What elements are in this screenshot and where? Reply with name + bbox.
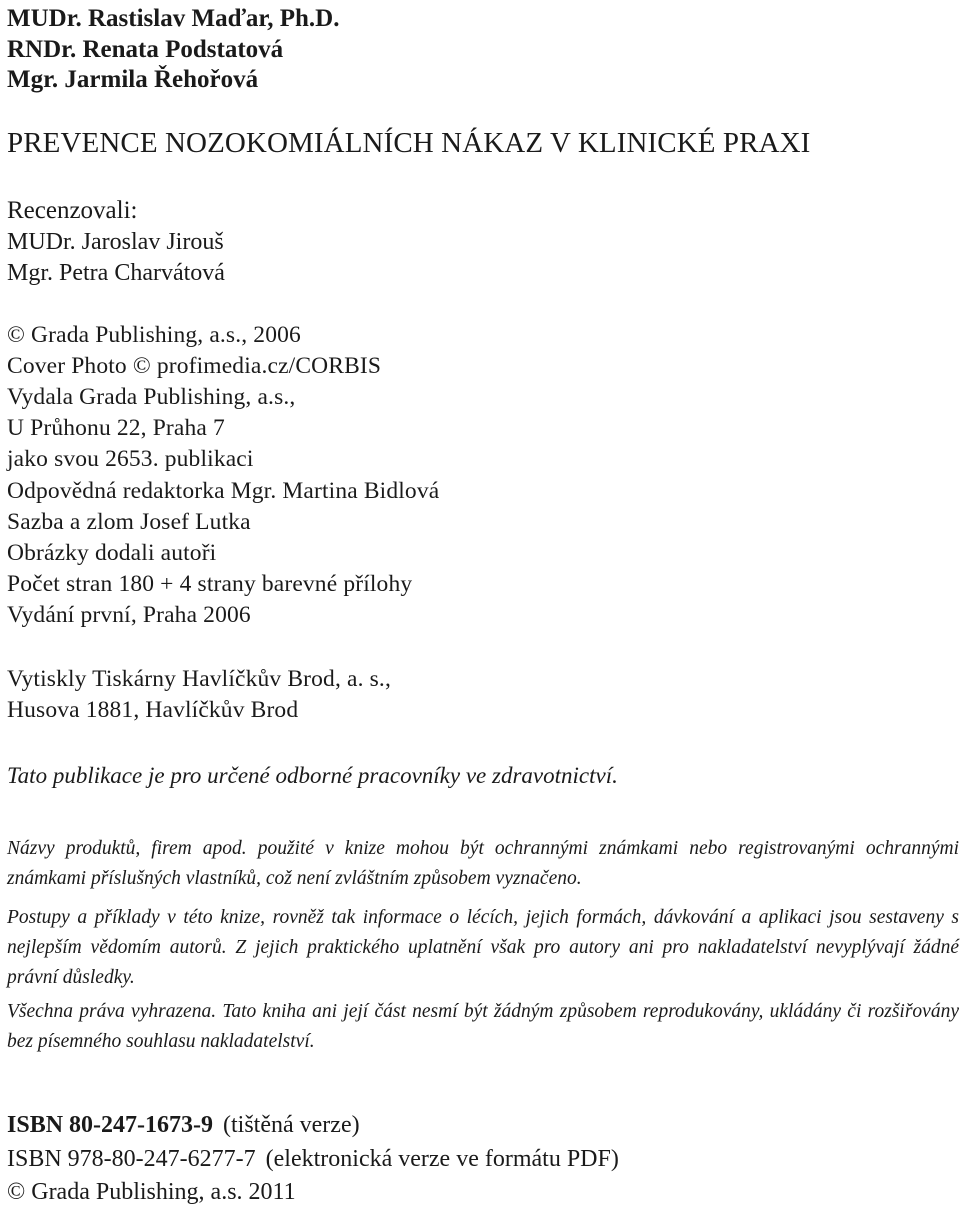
typesetting-line: Sazba a zlom Josef Lutka <box>7 509 251 535</box>
isbn-pdf-number: ISBN 978-80-247-6277-7 <box>7 1146 256 1172</box>
book-title: PREVENCE NOZOKOMIÁLNÍCH NÁKAZ V KLINICKÉ PRAXI <box>7 127 811 159</box>
isbn-pdf-label: (elektronická verze ve formátu PDF) <box>265 1146 619 1172</box>
audience-note: Tato publikace je pro určené odborné pracovníky ve zdravotnictví. <box>7 763 618 788</box>
rights-notice: Všechna práva vyhrazena. Tato kniha ani její část nesmí být žádným způsobem reprodukovány, ukládány či rozšiřovány bez písemného souhlasu nakladatelství. <box>7 1001 959 1052</box>
edition-line: Vydání první, Praha 2006 <box>7 602 251 628</box>
reviewers-heading: Recenzovali: <box>7 197 138 224</box>
page-count-line: Počet stran 180 + 4 strany barevné přílohy <box>7 571 413 597</box>
illustrations-line: Obrázky dodali autoři <box>7 540 217 566</box>
trademark-notice: Názvy produktů, firem apod. použité v knize mohou být ochrannými známkami nebo registrovanými ochrannými známkami příslušných vlastníků, což není zvláštním způsobem vyznačeno. <box>7 838 959 889</box>
printer-line: Vytiskly Tiskárny Havlíčkův Brod, a. s., <box>7 666 391 692</box>
copyright-line: © Grada Publishing, a.s., 2006 <box>7 322 301 348</box>
publisher-address: U Průhonu 22, Praha 7 <box>7 415 225 441</box>
printer-address: Husova 1881, Havlíčkův Brod <box>7 697 299 723</box>
editor-line: Odpovědná redaktorka Mgr. Martina Bidlová <box>7 478 440 504</box>
publication-number: jako svou 2653. publikaci <box>7 446 254 472</box>
ebook-copyright-line: © Grada Publishing, a.s. 2011 <box>7 1179 296 1205</box>
publisher-line: Vydala Grada Publishing, a.s., <box>7 384 296 410</box>
isbn-print-number: ISBN 80-247-1673-9 <box>7 1112 214 1138</box>
isbn-print-label: (tištěná verze) <box>223 1112 360 1138</box>
cover-photo-credit: Cover Photo © profimedia.cz/CORBIS <box>7 353 382 379</box>
author-name: MUDr. Rastislav Maďar, Ph.D. <box>7 5 340 32</box>
reviewer-name: Mgr. Petra Charvátová <box>7 260 225 286</box>
author-name: RNDr. Renata Podstatová <box>7 36 284 63</box>
liability-notice: Postupy a příklady v této knize, rovněž tak informace o lécích, jejich formách, dávkování a aplikaci jsou sestaveny s nejlepším vědomím autorů. Z jejich praktického uplatnění však pro autory ani pro nakladatelství nevyplývají žádné právní důsledky. <box>7 907 959 988</box>
reviewer-name: MUDr. Jaroslav Jirouš <box>7 229 224 255</box>
author-name: Mgr. Jarmila Řehořová <box>7 66 259 93</box>
isbn-pdf-line <box>7 1144 619 1174</box>
isbn-print-line <box>7 1110 360 1140</box>
